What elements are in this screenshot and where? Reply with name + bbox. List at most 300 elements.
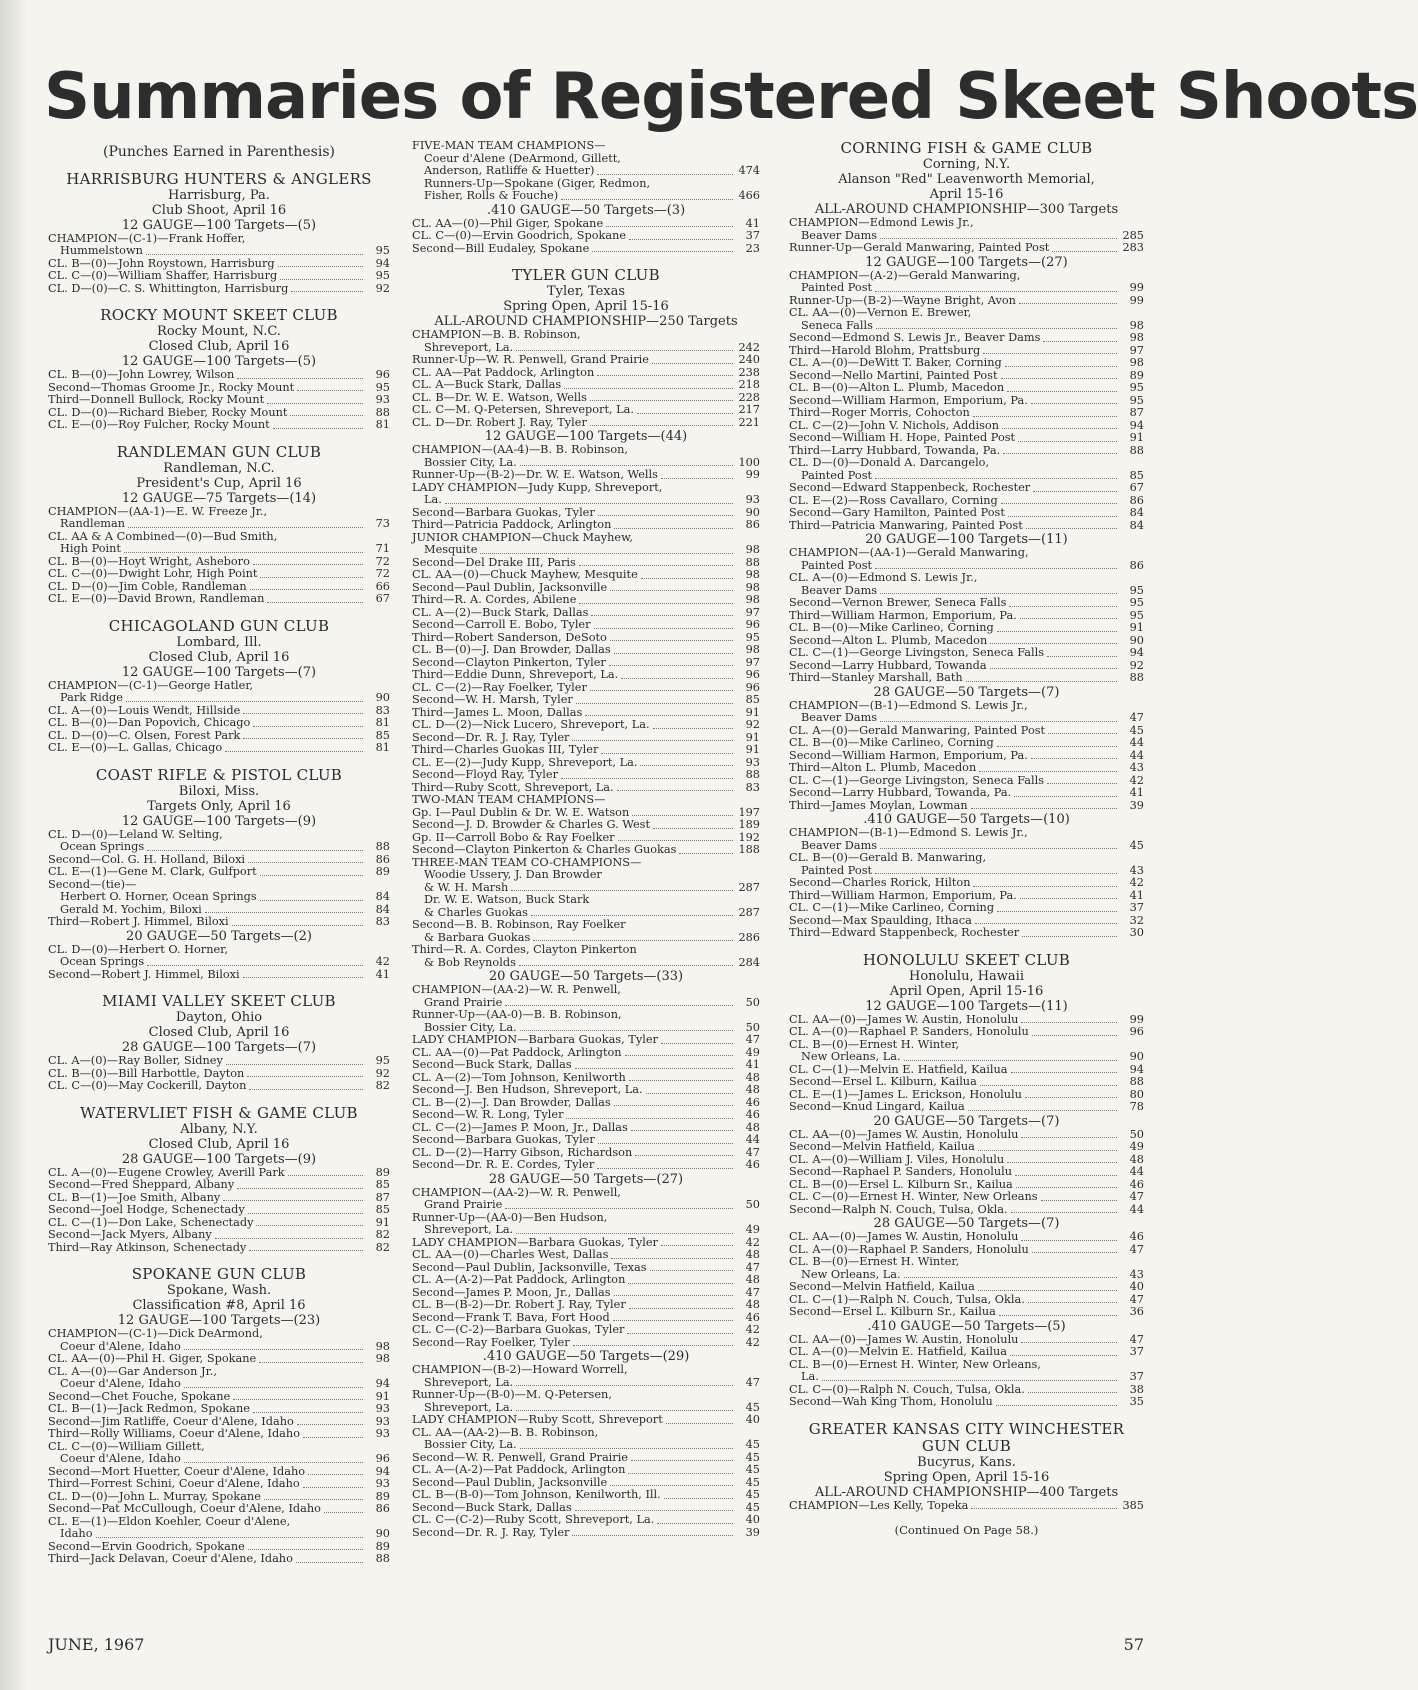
result-line: [48, 1242, 390, 1255]
leader-dots: [590, 392, 733, 402]
result-line: [48, 1453, 390, 1466]
leader-dots: [1025, 1089, 1117, 1099]
leader-dots: [445, 494, 733, 504]
leader-dots: [1033, 482, 1117, 492]
result-text: & Charles Guokas: [424, 905, 528, 919]
leader-dots: [978, 1141, 1117, 1151]
result-text: CL. C—(C-2)—Ruby Scott, Shreveport, La.: [412, 1513, 655, 1526]
leader-dots: [679, 844, 733, 854]
club-section: [48, 618, 390, 755]
result-line: [789, 1204, 1144, 1217]
leader-dots: [520, 457, 733, 467]
result-score: 93: [375, 1414, 390, 1428]
result-score: 84: [1129, 506, 1144, 519]
club-name: MIAMI VALLEY SKEET CLUB: [102, 992, 336, 1010]
column-3: [789, 140, 1144, 1537]
result-score: 88: [745, 768, 760, 781]
result-score: 46: [745, 1158, 760, 1171]
leader-dots: [822, 1371, 1117, 1381]
result-score: 41: [375, 967, 390, 981]
result-line: [412, 1439, 760, 1452]
result-score: 73: [375, 517, 390, 530]
result-line: [789, 307, 1144, 320]
result-text: Second—Bill Eudaley, Spokane: [412, 241, 590, 255]
leader-dots: [303, 1478, 363, 1488]
leader-dots: [533, 932, 733, 942]
club-name: TYLER GUN CLUB: [512, 266, 660, 284]
result-score: 86: [745, 518, 760, 531]
result-text: Coeur d'Alene, Idaho: [60, 1377, 181, 1390]
leader-dots: [575, 1502, 733, 1512]
leader-dots: [627, 1324, 733, 1334]
result-text: Second—Edward Stappenbeck, Rochester: [789, 481, 1031, 494]
leader-dots: [1009, 597, 1117, 607]
result-line: [412, 569, 760, 582]
leader-dots: [618, 832, 733, 842]
result-text: Second—Edmond S. Lewis Jr., Beaver Dams: [789, 331, 1041, 344]
event-heading: 12 GAUGE—100 Targets—(11): [865, 998, 1068, 1014]
result-score: 88: [375, 840, 390, 853]
result-text: CL. AA—(0)—James W. Austin, Honolulu: [789, 1332, 1019, 1346]
leader-dots: [990, 660, 1117, 670]
result-score: 46: [1129, 1230, 1144, 1243]
result-text: Second—Dr. R. J. Ray, Tyler: [412, 730, 570, 744]
result-text: Beaver Dams: [801, 711, 878, 724]
result-text: Second—Joel Hodge, Schenectady: [48, 1203, 245, 1216]
club-section: [789, 952, 1144, 1409]
result-score: 97: [1129, 343, 1144, 357]
club-subtitle: Tyler, Texas: [546, 284, 626, 299]
result-line: [48, 593, 390, 606]
result-line: [412, 957, 760, 970]
leader-dots: [237, 1179, 363, 1189]
result-line: [412, 1299, 760, 1312]
result-score: 192: [738, 830, 760, 844]
result-score: 84: [375, 890, 390, 903]
result-text: Third—William Harmon, Emporium, Pa.: [789, 608, 1017, 622]
leader-dots: [592, 243, 733, 253]
leader-dots: [579, 594, 733, 604]
result-score: 90: [375, 691, 390, 704]
result-score: 82: [375, 1079, 390, 1092]
result-score: 48: [745, 1273, 760, 1286]
club-section: [412, 140, 760, 255]
leader-dots: [1010, 1346, 1117, 1356]
leader-dots: [880, 712, 1117, 722]
event-heading: 12 GAUGE—100 Targets—(9): [121, 813, 317, 829]
result-text: Second—W. R. Penwell, Grand Prairie: [412, 1450, 628, 1464]
result-text: CL. B—(0)—Mike Carlineo, Corning: [789, 621, 994, 634]
leader-dots: [1019, 295, 1117, 305]
result-score: 94: [1129, 418, 1144, 432]
result-score: 188: [738, 843, 760, 856]
result-score: 100: [738, 455, 760, 469]
result-score: 93: [375, 1477, 390, 1490]
result-line: [48, 1553, 390, 1566]
result-score: 39: [1129, 798, 1144, 812]
leader-dots: [253, 1403, 363, 1413]
result-score: 49: [1129, 1140, 1144, 1153]
leader-dots: [661, 1237, 733, 1247]
result-text: JUNIOR CHAMPION—Chuck Mayhew,: [412, 530, 634, 544]
result-text: Runner-Up—W. R. Penwell, Grand Prairie: [412, 353, 649, 366]
result-text: CL. D—(0)—Leland W. Selting,: [48, 827, 223, 841]
result-text: CL. B—(0)—John Lowrey, Wilson: [48, 368, 235, 381]
result-text: CL. AA—(0)—Charles West, Dallas: [412, 1248, 609, 1261]
result-score: 96: [745, 618, 760, 631]
result-line: [48, 1204, 390, 1217]
result-line: [789, 902, 1144, 915]
result-score: 92: [375, 1066, 390, 1080]
result-score: 92: [745, 718, 760, 731]
result-text: Second—Dr. R. J. Ray, Tyler: [412, 1525, 570, 1539]
result-score: 38: [1129, 1382, 1144, 1396]
result-score: 97: [745, 655, 760, 669]
result-score: 98: [745, 593, 760, 606]
result-score: 89: [375, 1539, 390, 1553]
leader-dots: [880, 840, 1117, 850]
result-score: 83: [745, 780, 760, 794]
result-text: Second—J. D. Browder & Charles G. West: [412, 818, 651, 831]
leader-dots: [1005, 357, 1117, 367]
result-line: [789, 672, 1144, 685]
result-score: 95: [1129, 393, 1144, 407]
result-score: 95: [375, 244, 390, 257]
leader-dots: [256, 1217, 363, 1227]
result-score: 37: [745, 229, 760, 242]
result-text: CHAMPION—(C-1)—Dick DeArmond,: [48, 1327, 263, 1340]
result-line: [48, 1428, 390, 1441]
result-score: 91: [745, 743, 760, 756]
leader-dots: [1043, 332, 1117, 342]
result-text: Gp. II—Carroll Bobo & Ray Foelker: [412, 830, 615, 844]
result-score: 98: [1129, 356, 1144, 369]
result-text: CL. C—(1)—George Livingston, Seneca Falls: [789, 773, 1045, 787]
result-line: [789, 787, 1144, 800]
result-text: CL. E—(0)—Roy Fulcher, Rocky Mount: [48, 418, 270, 431]
result-score: 48: [745, 1083, 760, 1096]
result-score: 45: [1129, 838, 1144, 852]
result-score: 42: [375, 955, 390, 968]
result-text: CL. B—(B-0)—Tom Johnson, Kenilworth, Ill.: [412, 1488, 661, 1501]
event-heading: .410 GAUGE—50 Targets—(3): [486, 202, 686, 218]
leader-dots: [610, 632, 733, 642]
result-text: CL. C—(1)—George Livingston, Seneca Falls: [789, 646, 1045, 659]
leader-dots: [1028, 1294, 1117, 1304]
club-subtitle: Spring Open, April 15-16: [883, 1469, 1050, 1485]
result-text: CL. C—(0)—Ernest H. Winter, New Orleans: [789, 1190, 1038, 1203]
leader-dots: [1011, 1204, 1117, 1214]
result-text: Second—Jim Ratliffe, Coeur d'Alene, Idaho: [48, 1414, 294, 1428]
club-subtitle: Spokane, Wash.: [166, 1283, 272, 1298]
result-text: Coeur d'Alene, Idaho: [60, 1339, 181, 1353]
result-score: 85: [375, 728, 390, 742]
leader-dots: [267, 394, 363, 404]
result-line: [789, 1500, 1144, 1513]
result-text: CL. A—(0)—Gar Anderson Jr.,: [48, 1364, 217, 1378]
result-text: CHAMPION—(A-2)—Gerald Manwaring,: [789, 268, 1021, 282]
leader-dots: [614, 1097, 733, 1107]
leader-dots: [631, 1122, 733, 1132]
result-text: CL. B—(0)—Bill Harbottle, Dayton: [48, 1066, 245, 1080]
result-score: 48: [745, 1120, 760, 1134]
club-name: SPOKANE GUN CLUB: [131, 1265, 307, 1283]
leader-dots: [249, 1080, 363, 1090]
leader-dots: [590, 682, 733, 692]
leader-dots: [614, 1287, 733, 1297]
leader-dots: [1028, 1384, 1117, 1394]
result-score: 45: [1129, 723, 1144, 737]
result-score: 87: [375, 1190, 390, 1204]
leader-dots: [579, 557, 733, 567]
result-text: LADY CHAMPION—Barbara Guokas, Tyler: [412, 1033, 658, 1046]
result-line: [789, 217, 1144, 230]
event-heading: .410 GAUGE—50 Targets—(29): [482, 1349, 690, 1364]
result-score: 217: [738, 403, 760, 416]
leader-dots: [661, 1034, 733, 1044]
result-text: Second—Barbara Guokas, Tyler: [412, 505, 595, 519]
leader-dots: [971, 1500, 1117, 1510]
result-line: [48, 1503, 390, 1516]
result-score: 88: [375, 405, 390, 419]
club-name: CORNING FISH & GAME CLUB: [840, 139, 1093, 157]
leader-dots: [980, 1076, 1117, 1086]
club-name: ROCKY MOUNT SKEET CLUB: [100, 306, 338, 324]
event-heading: 20 GAUGE—50 Targets—(7): [873, 1113, 1060, 1129]
result-text: CL. D—(0)—John L. Murray, Spokane: [48, 1489, 261, 1503]
result-score: 46: [745, 1108, 760, 1121]
result-text: LADY CHAMPION—Ruby Scott, Shreveport: [412, 1413, 663, 1426]
result-text: CHAMPION—Edmond Lewis Jr.,: [789, 216, 974, 229]
result-score: 242: [738, 340, 760, 354]
result-line: [48, 1403, 390, 1416]
club-section: [48, 993, 390, 1093]
result-text: CL. D—(0)—Richard Bieber, Rocky Mount: [48, 405, 288, 419]
result-score: 89: [1129, 368, 1144, 382]
result-text: Ocean Springs: [60, 955, 145, 968]
result-line: [412, 379, 760, 392]
result-score: 90: [1129, 633, 1144, 647]
result-score: 88: [1129, 671, 1144, 684]
result-text: Third—Charles Guokas III, Tyler: [412, 743, 599, 756]
result-line: [789, 927, 1144, 940]
result-text: Second—Gary Hamilton, Painted Post: [789, 506, 1005, 519]
result-line: [48, 419, 390, 432]
leader-dots: [621, 669, 733, 679]
leader-dots: [999, 1306, 1117, 1316]
result-line: [48, 1378, 390, 1391]
result-text: CL. AA—(0)—Pat Paddock, Arlington: [412, 1045, 622, 1059]
result-score: 95: [375, 1054, 390, 1067]
leader-dots: [880, 585, 1117, 595]
result-text: CL. B—(0)—Alton L. Plumb, Macedon: [789, 381, 1005, 394]
leader-dots: [184, 1453, 363, 1463]
event-heading: 20 GAUGE—50 Targets—(2): [126, 928, 312, 944]
result-line: [789, 1101, 1144, 1114]
leader-dots: [297, 382, 363, 392]
result-score: 78: [1129, 1100, 1144, 1113]
result-line: [48, 543, 390, 556]
result-score: 98: [1129, 318, 1144, 332]
leader-dots: [904, 1051, 1117, 1061]
leader-dots: [264, 1491, 363, 1501]
result-text: Beaver Dams: [801, 228, 878, 242]
leader-dots: [278, 258, 363, 268]
page-headline: Summaries of Registered Skeet Shoots: [44, 60, 1418, 134]
leader-dots: [267, 593, 363, 603]
leader-dots: [610, 582, 733, 592]
leader-dots: [1022, 927, 1117, 937]
leader-dots: [597, 165, 733, 175]
result-text: Anderson, Ratliffe & Huetter): [424, 164, 595, 177]
leader-dots: [561, 769, 733, 779]
result-text: Second—Del Drake III, Paris: [412, 555, 576, 569]
result-text: CL. C—(0)—Ralph N. Couch, Tulsa, Okla.: [789, 1382, 1025, 1396]
leader-dots: [968, 1101, 1117, 1111]
result-line: [412, 230, 760, 243]
result-score: 95: [1129, 596, 1144, 609]
result-score: 47: [745, 1260, 760, 1274]
leader-dots: [650, 1262, 733, 1272]
club-subtitle: Biloxi, Miss.: [178, 783, 260, 799]
result-score: 85: [375, 1178, 390, 1191]
result-text: Third—Robert Sanderson, DeSoto: [412, 630, 607, 644]
result-text: CL. B—(0)—Ernest H. Winter, New Orleans,: [789, 1357, 1041, 1371]
result-score: 91: [745, 705, 760, 719]
result-text: Second—Ervin Goodrich, Spokane: [48, 1539, 245, 1553]
event-heading: 20 GAUGE—100 Targets—(11): [865, 532, 1068, 547]
result-text: CL. C—(0)—Dwight Lohr, High Point: [48, 567, 258, 580]
result-text: Second—Robert J. Himmel, Biloxi: [48, 967, 240, 981]
result-score: 32: [1129, 913, 1144, 927]
result-line: [412, 1009, 760, 1022]
result-line: [412, 444, 760, 457]
result-text: Second—Knud Lingard, Kailua: [789, 1100, 965, 1113]
leader-dots: [631, 1452, 733, 1462]
result-text: Bossier City, La.: [424, 1020, 517, 1034]
result-line: [789, 1166, 1144, 1179]
leader-dots: [572, 732, 733, 742]
club-subtitle: April 15-16: [929, 187, 1004, 202]
leader-dots: [1052, 242, 1117, 252]
result-text: Second—J. Ben Hudson, Shreveport, La.: [412, 1083, 643, 1096]
event-heading: 12 GAUGE—100 Targets—(5): [121, 217, 317, 233]
result-score: 98: [375, 1339, 390, 1353]
leader-dots: [904, 1269, 1117, 1279]
result-line: [412, 1489, 760, 1502]
result-score: 49: [745, 1223, 760, 1236]
leader-dots: [1021, 1014, 1117, 1024]
result-text: Shreveport, La.: [424, 1375, 514, 1389]
result-text: Third—Patricia Manwaring, Painted Post: [789, 518, 1023, 532]
result-score: 48: [745, 1298, 760, 1311]
leader-dots: [511, 882, 733, 892]
result-text: High Point: [60, 542, 121, 555]
result-text: Randleman: [60, 517, 126, 530]
result-text: CL. D—(0)—Donald A. Darcangelo,: [789, 456, 990, 469]
leader-dots: [597, 1159, 733, 1169]
leader-dots: [875, 282, 1117, 292]
result-score: 39: [745, 1525, 760, 1539]
leader-dots: [613, 1312, 733, 1322]
result-text: Second—Pat McCullough, Coeur d'Alene, Idaho: [48, 1502, 321, 1515]
result-line: [48, 742, 390, 755]
result-line: [412, 719, 760, 732]
column-2: [412, 140, 760, 1551]
leader-dots: [1001, 495, 1117, 505]
result-score: 88: [375, 1552, 390, 1565]
result-score: 98: [745, 643, 760, 656]
leader-dots: [666, 1414, 733, 1424]
leader-dots: [1047, 775, 1117, 785]
result-text: Third—Rolly Williams, Coeur d'Alene, Idaho: [48, 1427, 300, 1440]
result-text: Gerald M. Yochim, Biloxi: [60, 902, 202, 916]
result-score: 80: [1129, 1087, 1144, 1101]
continued-note: (Continued On Page 58.): [894, 1523, 1039, 1537]
leader-dots: [597, 367, 733, 377]
result-score: 41: [1129, 786, 1144, 799]
result-line: [412, 482, 760, 495]
leader-dots: [564, 379, 733, 389]
leader-dots: [1008, 507, 1117, 517]
leader-dots: [184, 1378, 363, 1388]
result-score: 37: [1129, 1370, 1144, 1383]
club-subtitle: Club Shoot, April 16: [151, 202, 287, 218]
footer-issue: JUNE, 1967: [48, 1635, 145, 1654]
leader-dots: [990, 635, 1117, 645]
leader-dots: [971, 800, 1117, 810]
result-line: [412, 944, 760, 957]
result-line: [789, 357, 1144, 370]
result-line: [412, 694, 760, 707]
result-line: [412, 594, 760, 607]
result-text: CL. AA—(AA-2)—B. B. Robinson,: [412, 1425, 599, 1439]
result-text: CL. E—(1)—Gene M. Clark, Gulfport: [48, 865, 257, 878]
result-score: 86: [375, 852, 390, 866]
result-score: 99: [1129, 1012, 1144, 1026]
result-score: 466: [738, 189, 760, 202]
result-score: 42: [745, 1335, 760, 1349]
result-score: 85: [1129, 468, 1144, 482]
club-name: WATERVLIET FISH & GAME CLUB: [80, 1103, 358, 1122]
event-heading: ALL-AROUND CHAMPIONSHIP—300 Targets: [814, 202, 1119, 217]
result-line: [789, 827, 1144, 840]
leader-dots: [1021, 1231, 1117, 1241]
result-score: 44: [745, 1133, 760, 1146]
leader-dots: [609, 657, 733, 667]
result-line: [412, 1059, 760, 1072]
result-line: [412, 744, 760, 757]
result-text: Second—Clayton Pinkerton & Charles Guokas: [412, 843, 677, 856]
result-score: 47: [1129, 1292, 1144, 1306]
result-score: 81: [375, 418, 390, 431]
footer-page-number: 57: [1123, 1635, 1144, 1654]
leader-dots: [146, 245, 363, 255]
leader-dots: [259, 1353, 363, 1363]
result-score: 93: [375, 393, 390, 406]
result-line: [412, 140, 760, 153]
result-text: CHAMPION—(C-1)—George Hatler,: [48, 678, 254, 692]
club-subtitle: Corning, N.Y.: [922, 157, 1011, 172]
result-text: Third—Ray Atkinson, Schenectady: [48, 1240, 247, 1254]
leader-dots: [531, 907, 733, 917]
leader-dots: [628, 1464, 733, 1474]
result-text: Ocean Springs: [60, 840, 145, 853]
result-text: CL. A—(0)—Melvin E. Hatfield, Kailua: [789, 1345, 1008, 1358]
result-score: 90: [375, 1527, 390, 1540]
result-score: 385: [1122, 1498, 1144, 1512]
result-text: Mesquite: [424, 543, 478, 556]
